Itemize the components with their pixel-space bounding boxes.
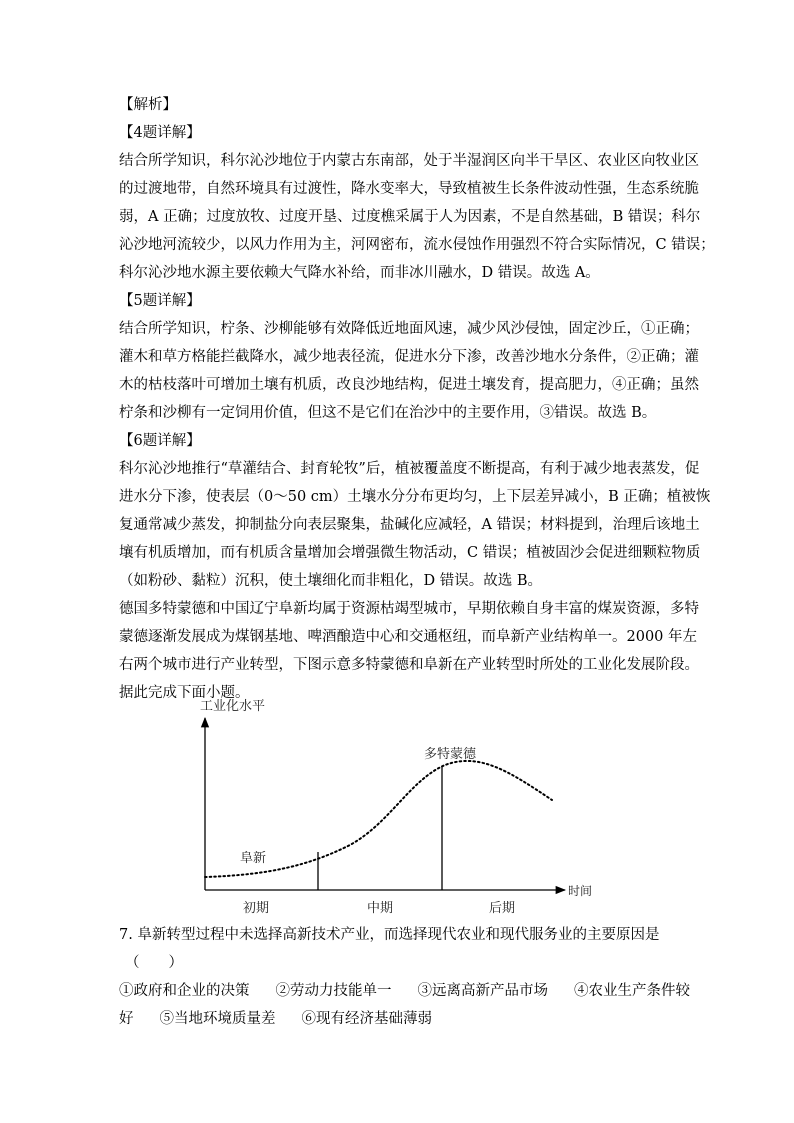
q6-line: （如粉砂、黏粒）沉积，使土壤细化而非粗化，D 错误。故选 B。 — [119, 573, 542, 589]
q7-option: ⑥现有经济基础薄弱 — [301, 1011, 432, 1027]
q6-line: 壤有机质增加，而有机质含量增加会增强微生物活动，C 错误；植被固沙会促进细颗粒物质 — [119, 545, 701, 561]
analysis-section — [119, 91, 715, 707]
stage-label-late: 后期 — [489, 901, 516, 916]
q4-line: 结合所学知识，科尔沁沙地位于内蒙古东南部，处于半湿润区向半干旱区、农业区向牧业区 — [119, 153, 699, 169]
y-axis-label: 工业化水平 — [200, 699, 266, 714]
q6-line: 进水分下渗，使表层（0～50 cm）土壤水分分布更均匀，上下层差异减小，B 正确；植被恢 — [119, 489, 711, 505]
section-label: 【解析】 — [119, 97, 177, 113]
industrialization-chart — [180, 690, 620, 920]
point-label-fuxin: 阜新 — [240, 851, 267, 866]
q7-options-row — [119, 977, 699, 1005]
q7-answer-bracket: （ ） — [125, 955, 183, 971]
point-label-dortmund: 多特蒙德 — [424, 747, 477, 762]
q5-line: 结合所学知识，柠条、沙柳能够有效降低近地面风速，减少风沙侵蚀，固定沙丘，①正确； — [119, 321, 699, 337]
q5-header: 【5题详解】 — [119, 293, 201, 309]
q7-option: 好 — [119, 1011, 134, 1027]
q6-line: 复通常减少蒸发，抑制盐分向表层聚集，盐碱化应减轻，A 错误；材料提到，治理后该地土 — [119, 517, 700, 533]
intro-line: 蒙德逐渐发展成为煤钢基地、啤酒酿造中心和交通枢纽，而阜新产业结构单一。2000 年左 — [119, 629, 698, 645]
q6-line: 科尔沁沙地推行“草灌结合、封育轮牧”后，植被覆盖度不断提高，有利于减少地表蒸发，促 — [119, 461, 700, 477]
q7-options-row — [119, 1005, 699, 1033]
q4-line: 的过渡地带，自然环境具有过渡性，降水变率大，导致植被生长条件波动性强，生态系统脆 — [119, 181, 699, 197]
intro-line: 据此完成下面小题。 — [119, 685, 250, 701]
stage-label-middle: 中期 — [367, 901, 394, 916]
stage-label-early: 初期 — [243, 901, 270, 916]
q7-option: ④农业生产条件较 — [574, 983, 690, 999]
intro-line: 右两个城市进行产业转型，下图示意多特蒙德和阜新在产业转型时所处的工业化发展阶段。 — [119, 657, 699, 673]
q4-line: 沁沙地河流较少，以风力作用为主，河网密布，流水侵蚀作用强烈不符合实际情况，C 错误； — [119, 237, 715, 253]
q6-header: 【6题详解】 — [119, 433, 201, 449]
q5-line: 灌木和草方格能拦截降水，减少地表径流，促进水分下渗，改善沙地水分条件，②正确；灌 — [119, 349, 699, 365]
q5-line: 柠条和沙柳有一定饲用价值，但这不是它们在治沙中的主要作用，③错误。故选 B。 — [119, 405, 657, 421]
q7-option: ②劳动力技能单一 — [275, 983, 392, 999]
q7-option: ①政府和企业的决策 — [119, 983, 250, 999]
q4-line: 弱，A 正确；过度放牧、过度开垦、过度樵采属于人为因素，不是自然基础，B 错误；科尔 — [119, 209, 701, 225]
question-7 — [119, 921, 699, 1033]
x-axis-label: 时间 — [568, 884, 593, 898]
q4-header: 【4题详解】 — [119, 125, 201, 141]
q7-option: ③远离高新产品市场 — [417, 983, 548, 999]
q7-stem: 7. 阜新转型过程中未选择高新技术产业，而选择现代农业和现代服务业的主要原因是 — [119, 927, 660, 943]
intro-line: 德国多特蒙德和中国辽宁阜新均属于资源枯竭型城市，早期依赖自身丰富的煤炭资源，多特 — [119, 601, 699, 617]
q4-line: 科尔沁沙地水源主要依赖大气降水补给，而非冰川融水，D 错误。故选 A。 — [119, 265, 600, 281]
q7-option: ⑤当地环境质量差 — [159, 1011, 276, 1027]
q5-line: 木的枯枝落叶可增加土壤有机质，改良沙地结构，促进土壤发育，提高肥力，④正确；虽然 — [119, 377, 699, 393]
